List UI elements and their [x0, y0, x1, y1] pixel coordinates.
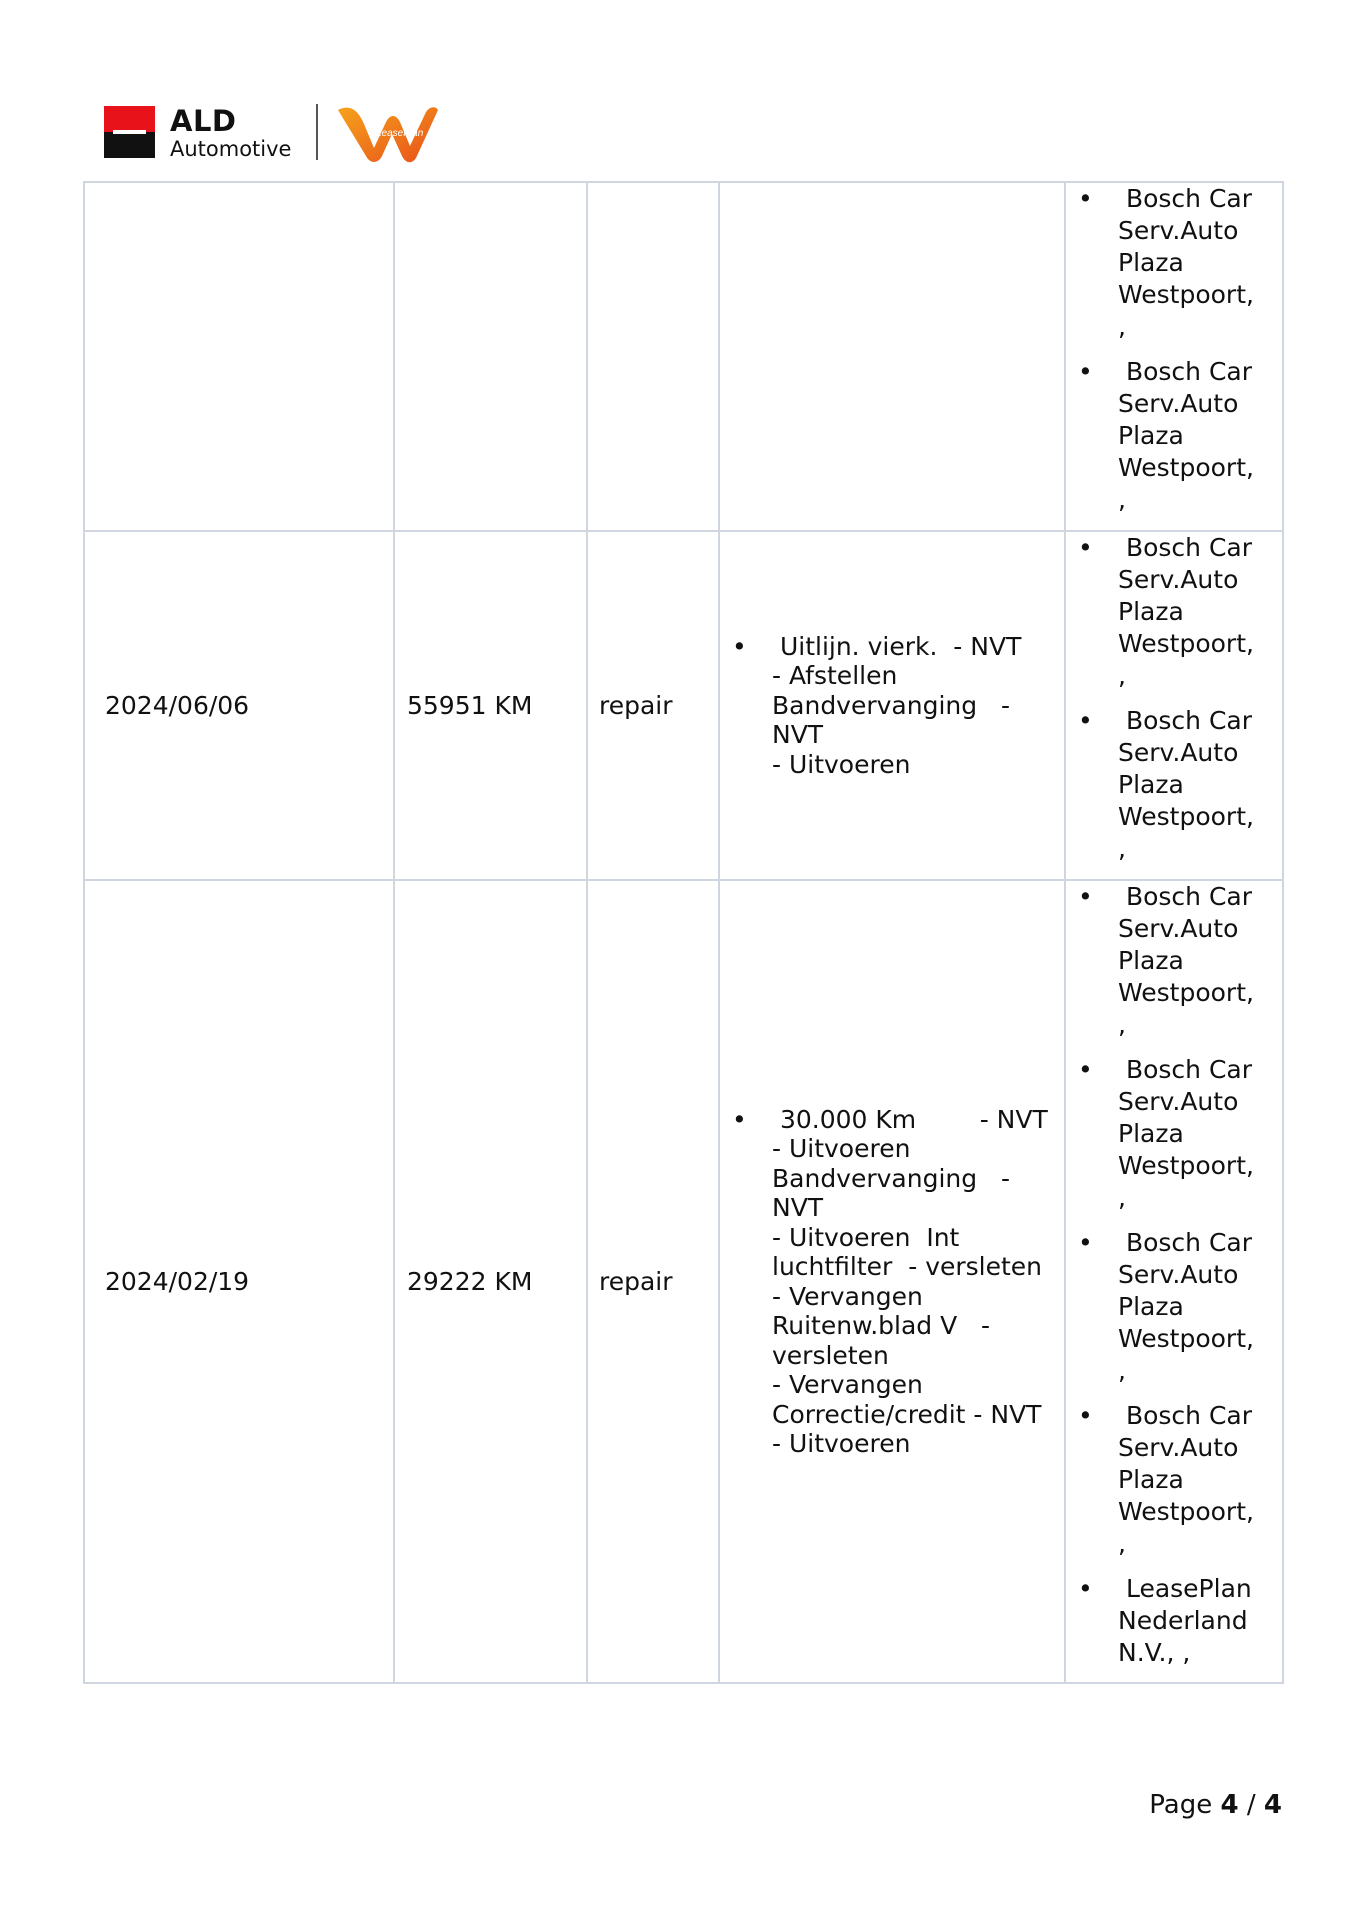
logo-divider [316, 104, 318, 160]
workshop-cell [1065, 880, 1283, 1683]
workshop-item: • Bosch Car Serv.Auto Plaza Westpoort, , [1118, 1400, 1278, 1560]
description-list [772, 1105, 1060, 1459]
workshop-cell [1065, 182, 1283, 531]
table-row [84, 531, 1283, 880]
type-cell [587, 182, 719, 531]
current-page: 4 [1220, 1790, 1239, 1820]
service-history-table [83, 181, 1284, 1684]
type-cell: repair [587, 531, 719, 880]
type-cell: repair [587, 880, 719, 1683]
workshop-item: • Bosch Car Serv.Auto Plaza Westpoort, , [1118, 1227, 1278, 1387]
date-cell: 2024/06/06 [84, 531, 394, 880]
mileage-cell: 55951 KM [394, 531, 587, 880]
workshop-item: • Bosch Car Serv.Auto Plaza Westpoort, , [1118, 532, 1278, 692]
description-item: • 30.000 Km - NVT - Uitvoeren Bandvervanging - NVT - Uitvoeren Int luchtfilter - versleten - Vervangen Ruitenw.blad V - versleten - Vervangen Correctie/credit - NVT - Uitvoeren [772, 1105, 1060, 1459]
date-cell: 2024/02/19 [84, 880, 394, 1683]
ald-logo-word: ALD [170, 104, 237, 138]
workshop-item: • Bosch Car Serv.Auto Plaza Westpoort, , [1118, 1054, 1278, 1214]
mileage-cell: 29222 KM [394, 880, 587, 1683]
total-pages: 4 [1263, 1790, 1282, 1820]
page-number [1149, 1790, 1282, 1820]
workshop-cell [1065, 531, 1283, 880]
table-row [84, 880, 1283, 1683]
workshop-item: • LeasePlan Nederland N.V., , [1118, 1573, 1278, 1669]
mileage-cell [394, 182, 587, 531]
description-cell [719, 880, 1065, 1683]
ald-logo-icon [104, 106, 155, 158]
description-cell [719, 531, 1065, 880]
leaseplan-logo-word: LeasePlan [376, 128, 424, 139]
workshop-list [1118, 881, 1278, 1669]
page-header [104, 102, 444, 164]
workshop-item: • Bosch Car Serv.Auto Plaza Westpoort, , [1118, 881, 1278, 1041]
workshop-list [1118, 183, 1278, 516]
description-item: • Uitlijn. vierk. - NVT - Afstellen Bandvervanging - NVT - Uitvoeren [772, 632, 1060, 780]
workshop-item: • Bosch Car Serv.Auto Plaza Westpoort, , [1118, 705, 1278, 865]
date-cell [84, 182, 394, 531]
page-label: Page [1149, 1790, 1213, 1820]
leaseplan-logo-icon [336, 102, 440, 164]
page-separator: / [1246, 1790, 1256, 1820]
workshop-list [1118, 532, 1278, 865]
ald-logo-subtitle: Automotive [170, 137, 292, 161]
description-list [772, 632, 1060, 780]
workshop-item: • Bosch Car Serv.Auto Plaza Westpoort, , [1118, 356, 1278, 516]
description-cell [719, 182, 1065, 531]
table-row [84, 182, 1283, 531]
workshop-item: • Bosch Car Serv.Auto Plaza Westpoort, , [1118, 183, 1278, 343]
